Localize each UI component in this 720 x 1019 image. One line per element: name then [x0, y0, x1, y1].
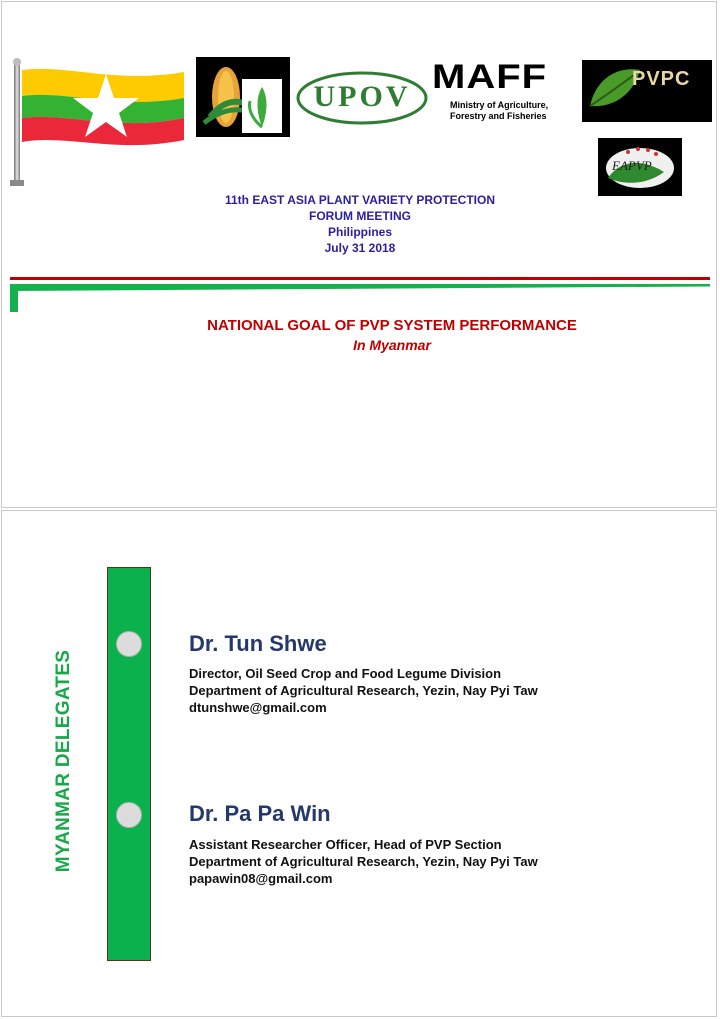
- myanmar-flag-image: [6, 54, 190, 190]
- pvpc-logo-text: PVPC: [632, 68, 691, 90]
- delegate-name: Dr. Pa Pa Win: [189, 801, 331, 826]
- maff-logo: [432, 60, 580, 124]
- forum-location: Philippines: [327, 225, 392, 239]
- maff-subtitle-line1: Ministry of Agriculture,: [450, 100, 549, 110]
- green-accent-bar: [107, 567, 151, 961]
- maff-subtitle-line2: Forestry and Fisheries: [450, 111, 547, 121]
- divider-red-line: [10, 277, 710, 280]
- delegate-department: Department of Agricultural Research, Yezin, Nay Pyi Taw: [189, 683, 538, 698]
- delegate-name: Dr. Tun Shwe: [189, 631, 327, 656]
- slide-delegates: [1, 510, 717, 1017]
- bullet-circle-icon: [116, 802, 142, 828]
- delegate-role: Assistant Researcher Officer, Head of PVP Section: [189, 837, 502, 852]
- delegate-email: papawin08@gmail.com: [189, 871, 333, 886]
- myanmar-delegates-label: MYANMAR DELEGATES: [53, 649, 74, 873]
- goal-subtitle: In Myanmar: [353, 337, 431, 353]
- maff-logo-text: MAFF: [432, 58, 548, 96]
- delegate-department: Department of Agricultural Research, Yezin, Nay Pyi Taw: [189, 854, 538, 869]
- upov-logo: [294, 70, 430, 126]
- forum-meeting-info: [2, 192, 718, 256]
- upov-logo-text: UPOV: [313, 80, 411, 113]
- divider-green-corner: [10, 284, 18, 312]
- bullet-circle-icon: [116, 631, 142, 657]
- eapvp-logo: [598, 138, 682, 196]
- presentation-title: [2, 316, 720, 354]
- delegate-role: Director, Oil Seed Crop and Food Legume Division: [189, 666, 502, 681]
- agriculture-rice-logo: [196, 57, 290, 137]
- pvpc-logo: [582, 60, 712, 122]
- divider-green-line: [10, 284, 710, 291]
- forum-date: July 31 2018: [324, 241, 396, 255]
- eapvp-logo-text: EAPVP: [612, 158, 652, 173]
- forum-title-line1: 11th EAST ASIA PLANT VARIETY PROTECTION: [224, 193, 496, 207]
- slide-title: [1, 1, 717, 508]
- goal-title: NATIONAL GOAL OF PVP SYSTEM PERFORMANCE: [207, 317, 577, 334]
- delegate-email: dtunshwe@gmail.com: [189, 700, 327, 715]
- forum-title-line2: FORUM MEETING: [309, 209, 411, 223]
